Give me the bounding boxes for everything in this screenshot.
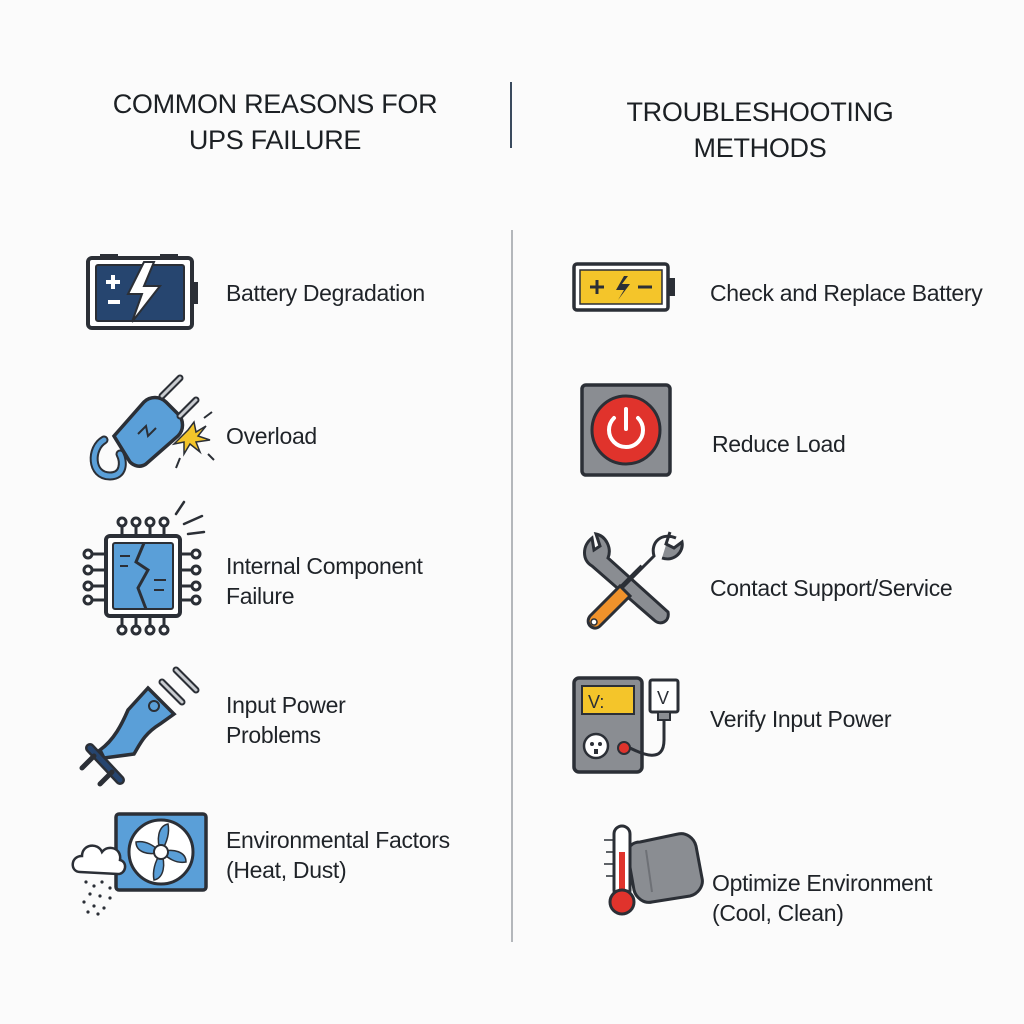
reason-internal-component-failure: Internal Component Failure — [226, 553, 423, 609]
broken-chip-icon — [80, 500, 210, 640]
method-optimize-environment: Optimize Environment (Cool, Clean) — [712, 870, 933, 926]
meter-probe-label: V — [657, 688, 670, 708]
reason-battery-degradation: Battery Degradation — [226, 280, 425, 306]
reason-input-power-problems: Input Power Problems — [226, 692, 346, 748]
method-verify-input-power: Verify Input Power — [710, 706, 892, 732]
column-divider — [511, 230, 513, 942]
fan-dust-icon — [70, 812, 210, 916]
battery-charge-icon — [572, 262, 678, 314]
header-divider — [510, 82, 512, 148]
method-reduce-load: Reduce Load — [712, 431, 846, 457]
twisted-plug-icon — [74, 662, 204, 792]
thermometer-cloth-icon — [600, 822, 710, 918]
right-heading: TROUBLESHOOTING METHODS — [626, 97, 894, 163]
reason-overload: Overload — [226, 423, 317, 449]
wrench-screwdriver-icon — [578, 528, 684, 632]
power-button-icon — [580, 383, 674, 479]
plug-spark-icon — [84, 378, 214, 484]
battery-icon — [84, 252, 200, 332]
reason-environmental-factors: Environmental Factors (Heat, Dust) — [226, 827, 450, 883]
left-heading-line1: COMMON REASONS FOR — [112, 89, 438, 119]
voltmeter-icon — [572, 674, 690, 774]
method-contact-support: Contact Support/Service — [710, 575, 953, 601]
meter-display-text: V: — [588, 692, 605, 712]
left-heading-line2: UPS FAILURE — [188, 125, 362, 155]
method-check-replace-battery: Check and Replace Battery — [710, 280, 983, 306]
left-heading — [90, 86, 460, 158]
